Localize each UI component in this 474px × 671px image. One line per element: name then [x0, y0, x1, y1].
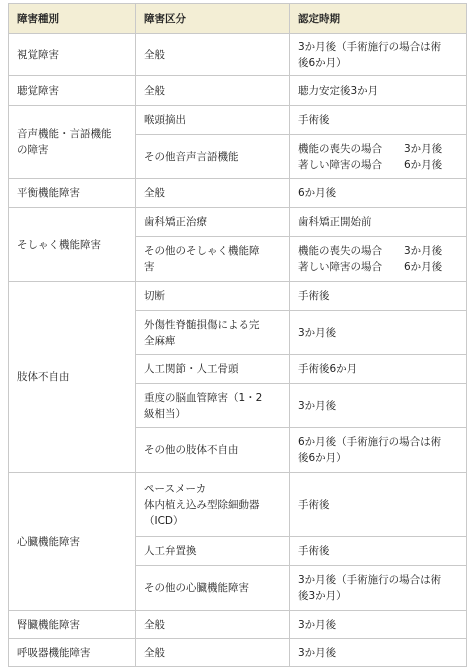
header-certification-period: 認定時期 [290, 4, 467, 34]
period-cell: 手術後 [290, 282, 467, 311]
period-cell [290, 566, 467, 611]
period-cell: 3か月後 [290, 639, 467, 667]
category-cell: 人工関節・人工骨頭 [136, 355, 290, 384]
type-line: の障害 [17, 144, 49, 156]
period-cell: 聴力安定後3か月 [290, 76, 467, 106]
type-cell: 聴覚障害 [9, 76, 136, 106]
table-row [9, 76, 467, 106]
type-cell: そしゃく機能障害 [9, 208, 136, 282]
period-line: 著しい障害の場合 6か月後 [298, 261, 443, 273]
period-cell: 6か月後 [290, 179, 467, 208]
table-row [9, 473, 467, 537]
period-cell [290, 237, 467, 282]
period-cell [290, 428, 467, 473]
category-line: ペースメーカ [144, 482, 207, 495]
category-cell: 人工弁置換 [136, 537, 290, 566]
table-row [9, 208, 467, 237]
category-cell: 全般 [136, 611, 290, 639]
category-cell: 喉頭摘出 [136, 106, 290, 135]
type-line: 音声機能・言語機能 [17, 128, 112, 140]
table-row [9, 34, 467, 76]
category-line: 級相当） [144, 407, 186, 420]
period-line: 後3か月） [298, 590, 347, 602]
table-row [9, 282, 467, 311]
header-disability-type: 障害種別 [9, 4, 136, 34]
period-cell: 3か月後 [290, 384, 467, 428]
type-cell: 腎臓機能障害 [9, 611, 136, 639]
category-line: 重度の脳血管障害（1・2 [144, 391, 263, 404]
period-line: 著しい障害の場合 6か月後 [298, 158, 443, 171]
type-cell: 呼吸器機能障害 [9, 639, 136, 667]
type-cell [9, 106, 136, 179]
category-cell: 切断 [136, 282, 290, 311]
type-cell: 心臓機能障害 [9, 473, 136, 611]
category-cell: その他の心臓機能障害 [136, 566, 290, 611]
type-cell: 視覚障害 [9, 34, 136, 76]
period-cell: 歯科矯正開始前 [290, 208, 467, 237]
category-cell [136, 237, 290, 282]
category-cell [136, 384, 290, 428]
category-cell: その他音声言語機能 [136, 135, 290, 179]
category-line: 害 [144, 261, 155, 273]
period-cell [290, 135, 467, 179]
header-row [9, 4, 467, 34]
period-cell: 手術後 [290, 473, 467, 537]
category-cell: その他の肢体不自由 [136, 428, 290, 473]
period-line: 後6か月） [298, 452, 347, 464]
period-line: 3か月後（手術施行の場合は術 [298, 40, 442, 53]
period-cell: 3か月後 [290, 311, 467, 355]
period-cell: 3か月後 [290, 611, 467, 639]
certification-table [8, 3, 467, 667]
category-cell: 全般 [136, 639, 290, 667]
period-line: 後6か月） [298, 56, 347, 69]
period-line: 機能の喪失の場合 3か月後 [298, 245, 443, 257]
category-line: 全麻痺 [144, 334, 176, 347]
header-disability-category: 障害区分 [136, 4, 290, 34]
type-cell: 肢体不自由 [9, 282, 136, 473]
table-row [9, 179, 467, 208]
category-line: その他のそしゃく機能障 [144, 245, 260, 257]
category-cell: 全般 [136, 179, 290, 208]
period-cell: 手術後 [290, 106, 467, 135]
category-cell: 歯科矯正治療 [136, 208, 290, 237]
category-cell [136, 473, 290, 537]
category-line: 体内植え込み型除細動器 [144, 498, 260, 511]
type-cell: 平衡機能障害 [9, 179, 136, 208]
table-row [9, 639, 467, 667]
period-line: 6か月後（手術施行の場合は術 [298, 436, 442, 448]
category-line: （ICD） [144, 514, 184, 527]
period-cell [290, 34, 467, 76]
category-cell: 全般 [136, 76, 290, 106]
period-cell: 手術後 [290, 537, 467, 566]
table-row [9, 611, 467, 639]
category-cell [136, 311, 290, 355]
period-cell: 手術後6か月 [290, 355, 467, 384]
period-line: 機能の喪失の場合 3か月後 [298, 142, 443, 155]
table-row [9, 106, 467, 135]
category-line: 外傷性脊髄損傷による完 [144, 318, 260, 331]
category-cell: 全般 [136, 34, 290, 76]
period-line: 3か月後（手術施行の場合は術 [298, 574, 442, 586]
